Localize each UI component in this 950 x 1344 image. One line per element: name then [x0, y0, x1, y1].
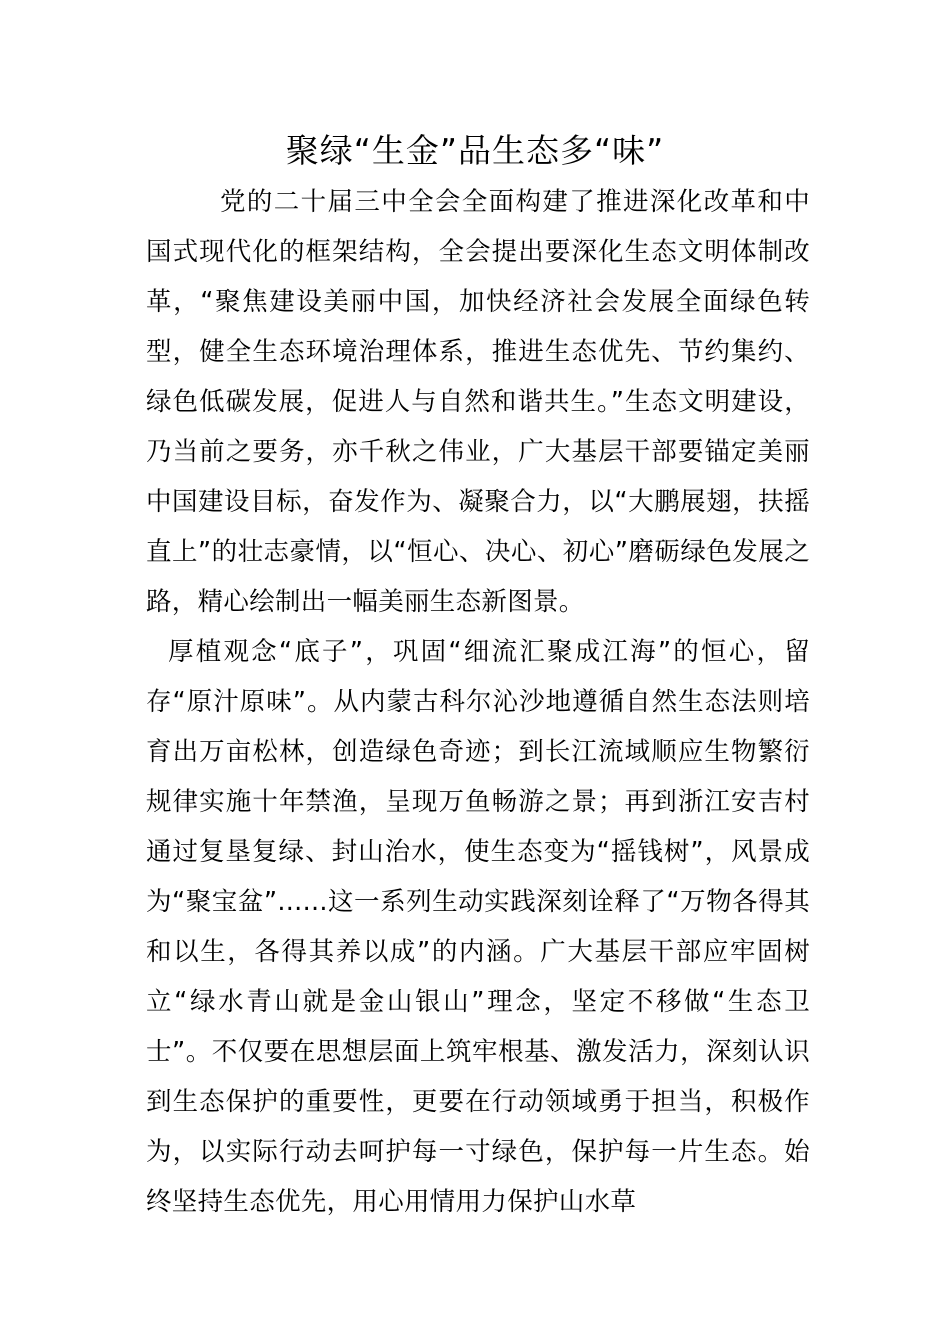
paragraph-1: 党的二十届三中全会全面构建了推进深化改革和中国式现代化的框架结构，全会提出要深化生态文明体制改革，“聚焦建设美丽中国，加快经济社会发展全面绿色转型，健全生态环境治理体系，推进生态优先、节约集约、绿色低碳发展，促进人与自然和谐共生。”生态文明建设，乃当前之要务，亦千秋之伟业，广大基层干部要锚定美丽中国建设目标，奋发作为、凝聚合力，以“大鹏展翅，扶摇直上”的壮志豪情，以“恒心、决心、初心”磨砺绿色发展之路，精心绘制出一幅美丽生态新图景。	[146, 187, 810, 617]
document-body	[146, 177, 810, 1227]
document-title: 聚绿“生金”品生态多“味”	[285, 131, 665, 170]
paragraph-2: 厚植观念“底子”，巩固“细流汇聚成江海”的恒心，留存“原汁原味”。从内蒙古科尔沁沙地遵循自然生态法则培育出万亩松林，创造绿色奇迹；到长江流域顺应生物繁衍规律实施十年禁渔，呈现万鱼畅游之景；再到浙江安吉村通过复垦复绿、封山治水，使生态变为“摇钱树”，风景成为“聚宝盆”......这一系列生动实践深刻诠释了“万物各得其和以生，各得其养以成”的内涵。广大基层干部应牢固树立“绿水青山就是金山银山”理念，坚定不移做“生态卫士”。不仅要在思想层面上筑牢根基、激发活力，深刻认识到生态保护的重要性，更要在行动领域勇于担当，积极作为，以实际行动去呵护每一寸绿色，保护每一片生态。始终坚持生态优先，用心用情用力保护山水草	[146, 637, 810, 1217]
